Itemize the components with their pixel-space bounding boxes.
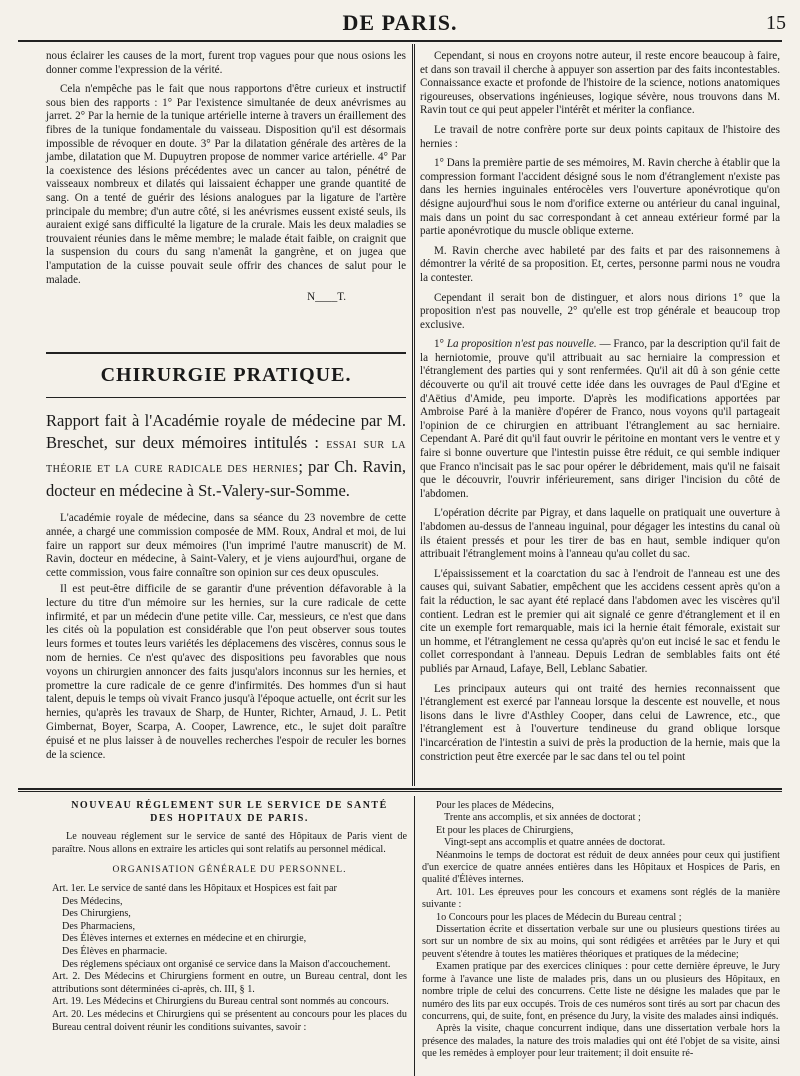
rapport-text: Rapport fait à l'Académie royale de médecine par M. Breschet, sur deux mémoires intitulés : [46, 411, 406, 452]
paragraph: Cependant, si nous en croyons notre auteur, il reste encore beaucoup à faire, et dans son travail il cherche à appuyer son assertion par des faits incontestables. Connaissance exacte et profonde de l'histoire de la science, notions anatomiques rigoureuses, observations ingénieuses, logique sévère, nous trouvons dans M. Ravin tout ce qui peut appeler l'intérêt et mériter la confiance. [420, 50, 780, 117]
paragraph: Néanmoins le temps de doctorat est réduit de deux années pour ceux qui justifient d'un exercice de quatre années entières dans les Hôpitaux et Hospices de Paris, en qualité d'Élèves internes. [422, 849, 780, 886]
paragraph: 1o Concours pour les places de Médecin du Bureau central ; [436, 911, 682, 923]
article: Art. 1er. Le service de santé dans les Hôpitaux et Hospices est fait par [52, 882, 337, 894]
paragraph: Il est peut-être difficile de se garantir d'une prévention défavorable à la lecture du titre d'un mémoire sur les hernies, sur la cure radicale de cette infirmité, et par un médecin d'une petite ville. Car, messieurs, ce n'est que dans les cités où la population est considérable que l'on peut observer sous toutes leurs formes et toutes leurs variétés les déplacemens des viscères, connus sous le nom de hernies. Ce n'est qu'avec des dispositions peu favorables que nous voyons un chirurgien annoncer des faits jusqu'alors inconnus sur les hernies, et promettre la cure radicale de ce genre d'infirmités. Des hommes d'un si haut talent, depuis le temps où vivait Franco jusqu'à l'époque actuelle, ont écrit sur les hernies, qu'après les travaux de Sharp, de Hunter, Richter, Arnaud, J. L. Petit Gimbernat, Boyer, Scarpa, A. Cooper, Lawrence, etc., le sujet doit paraître épuisé et ne plus laisser à de nouvelles recherches l'espoir de reculer les bornes de la science. [46, 582, 406, 761]
paragraph: Cependant il serait bon de distinguer, et alors nous dirions 1° que la proposition n'est pas nouvelle, 2° qu'elle est trop générale et beaucoup trop exclusive. [420, 291, 780, 331]
paragraph: Après la visite, chaque concurrent indique, dans une dissertation verbale hors la présence des malades, la nature des trois maladies qui ont été l'objet de sa visite, ainsi que les remèdes à employer pour leur traitement; il doit ensuite ré- [422, 1023, 780, 1060]
paragraph: Dissertation écrite et dissertation verbale sur une ou plusieurs questions tirées au sort sur un nombre de six au moins, qui sont rédigées et arrêtées par le Jury et qui peuvent s'étendre à toutes les matières théoriques et pratiques de la médecine; [422, 924, 780, 960]
column-divider-double [414, 44, 415, 786]
rapport-essay-title: essai sur la théorie et la cure radicale des hernies [46, 437, 407, 476]
rapport-heading [46, 410, 406, 502]
reglement-intro: Le nouveau réglement sur le service de santé des Hôpitaux de Paris vient de paraître. Nous allons en extraire les articles qui sont relatifs au personnel médical. [52, 831, 407, 855]
section-title: CHIRURGIE PRATIQUE. [100, 364, 352, 386]
page-number: 15 [766, 12, 786, 34]
paragraph: Le travail de notre confrère porte sur deux points capitaux de l'histoire des hernies : [420, 123, 780, 150]
reglement-subtitle: DES HOPITAUX DE PARIS. [150, 812, 309, 824]
chirurgie-section [46, 352, 406, 512]
reglement-section [52, 800, 407, 1034]
left-column-body [46, 512, 406, 762]
reglement-subheading: ORGANISATION GÉNÉRALE DU PERSONNEL. [112, 865, 347, 876]
paragraph: Cela n'empêche pas le fait que nous rapportons d'être curieux et instructif sous bien des rapports : 1° Par l'existence simultanée de deux anévrismes au jarret. 2° Par la hernie de la tunique artérielle interne à travers un éraillement des fibres de la tunique fondamentale du vaisseau. Disposition qu'il est désormais impossible de révoquer en doute. 3° Par la dilatation générale des artères de la jambe, dilatation que M. Dupuytren propose de nommer varice artérielle. 4° Par la coexistence des lésions précédentes avec un cancer au talon, pénétré de vaisseaux nombreux et dilatés qui laissaient échapper une grande quantité de sang. On a tenté de guérir des lésions analogues par la ligature de l'artère principale du membre; d'un autre côté, si les anévrismes eussent existé seuls, ils auraient exigé sans difficulté la ligature de la crurale. Mais les deux maladies se trouvaient réunies dans le même membre; le malade était faible, on craignit que la suspension du cours du sang n'amenât la gangrène, et on jugea que l'amputation de la cuisse pouvait seule offrir des chances de salut pour le malade. [46, 83, 406, 286]
section-rule [46, 352, 406, 354]
paragraph-body: — Franco, par la description qu'il fait de la herniotomie, prouve qu'il attribuait au sac herniaire la compression et l'étranglement des parties qui y sont renfermées. Qu'il ait dû à son génie cette découverte ou qu'il ait trouvé cette idée dans les ouvrages de Paul d'Egine et d'Aëtius d'Amide, peu importe. D'après les modifications apportées par Ambroise Paré à la manière d'opérer de Franco, nous voyons qu'il partageait l'opinion de ce chirurgien en attribuant l'étranglement au sac herniaire. Cependant A. Paré dit qu'il faut ouvrir le péritoine en montant vers le ventre et y faire si bonne ouverture que l'intestin puisse être réduit, ce qui semble indiquer que Franco n'incisait pas le sac pour opérer le débridement, mais qu'il ne faisait que le découvrir, l'ouvrir inférieurement, sans diriger l'incision du côté de l'abdomen. [420, 338, 780, 500]
right-column [420, 50, 780, 785]
personnel-list [52, 896, 407, 972]
paragraph: Et pour les places de Chirurgiens, [436, 824, 574, 836]
article: Art. 101. Les épreuves pour les concours et examens sont réglés de la manière suivante : [422, 886, 780, 911]
reglement-continued [422, 800, 780, 1061]
paragraph: L'académie royale de médecine, dans sa séance du 23 novembre de cette année, a chargé une commission composée de MM. Roux, Andral et moi, de lui faire un rapport sur deux mémoires (l'un imprimé l'autre manuscrit) de M. Ravin, docteur en médecine, à Saint-Valery, et je viens aujourd'hui, organe de cette commission, vous faire connaître son opinion sur ces deux opuscules. [46, 512, 406, 580]
article: Art. 2. Des Médecins et Chirurgiens forment en outre, un Bureau central, dont les attributions sont déterminées ci-après, ch. III, § 1. [52, 971, 407, 995]
paragraph: nous éclairer les causes de la mort, furent trop vagues pour que nous osions les donner comme l'expression de la vérité. [46, 50, 406, 76]
page-header [0, 6, 800, 44]
paragraph: L'épaississement et la coarctation du sac à l'endroit de l'anneau est une des causes qui, suivant Sabatier, empêchent que les accidens cessent après qu'on a fait la réduction, le sac ayant été replacé dans l'abdomen avec les viscères qu'il contient. Ledran est le premier qui ait signalé ce genre d'étranglement et il en cite un exemple fort remarquable, mais ici la hernie était fémorale, existait sur un homme, et l'étranglement ne cessa qu'après qu'on eut incisé le sac et fendu le collet correspondant à l'anneau. Depuis Ledran de semblables faits ont été publiés par Arnaud, Lafaye, Bell, Leblanc Sabatier. [420, 567, 780, 675]
reglement-title: NOUVEAU RÉGLEMENT SUR LE SERVICE DE SANTÉ [71, 800, 388, 811]
paragraph: Examen pratique par des exercices cliniques : pour cette dernière épreuve, le Jury forme à l'avance une liste de malades pris, dans un ou plusieurs des Hôpitaux, en nombre triple de celui des concurrens. Cette liste ne désigne les malades que par le numéro des lits par eux occupés. Trois de ces numéros sont tirés au sort par chacun des concurrens, qui, de suite, font, en présence du Jury, la visite des malades ainsi indiqués. [422, 961, 780, 1022]
paragraph: Vingt-sept ans accomplis et quatre années de doctorat. [444, 837, 666, 849]
list-item: Des Pharmaciens, [62, 920, 135, 932]
paragraph: 1° Dans la première partie de ses mémoires, M. Ravin cherche à établir que la compression formant l'accident désigné sous le nom d'étranglement n'existe pas dans les hernies inguinales entérocèles vers l'ouverture aponévrotique qu'on désigne aujourd'hui sous le nom d'orifice externe ou antérieur du canal inguinal, mais dans un point du sac correspondant à cet anneau extérieur formé par la partie aponévrotique du muscle oblique externe. [420, 157, 780, 238]
list-item: Des Médecins, [62, 895, 123, 907]
paragraph: Les principaux auteurs qui ont traité des hernies reconnaissent que l'étranglement est exercé par l'anneau lorsque la descente est nouvelle, et nous lisons dans le livre d'Asthley Cooper, dans celui de Lawrence, etc., que l'étranglement est à l'ouverture tendineuse du grand oblique lorsque l'incarcération de l'intestin a suivi de près la production de la hernie, mais que la constriction peut être exercée par le sac dans tel ou tel point [420, 682, 780, 763]
italic-heading: La proposition n'est pas nouvelle. [446, 338, 597, 351]
section-rule [46, 397, 406, 398]
paragraph: Trente ans accomplis, et six années de doctorat ; [444, 812, 641, 824]
list-item: Des Chirurgiens, [62, 908, 131, 920]
column-divider [414, 796, 415, 1076]
article: Art. 20. Les médecins et Chirurgiens qui se présentent au concours pour les places du Bureau central doivent réunir les conditions suivantes, savoir : [52, 1008, 407, 1033]
section-rule [18, 788, 782, 790]
article: Art. 19. Les Médecins et Chirurgiens du Bureau central sont nommés au concours. [52, 996, 389, 1008]
list-item: Des Élèves en pharmacie. [62, 945, 168, 957]
paragraph: M. Ravin cherche avec habileté par des faits et par des raisonnemens à démontrer la vérité de sa proposition. Et, certes, personne parmi nous ne voudra la contester. [420, 244, 780, 284]
list-item: Des réglemens spéciaux ont organisé ce service dans la Maison d'accouchement. [62, 958, 391, 970]
left-column-top [46, 50, 406, 365]
section-rule [18, 791, 782, 792]
rapport-author: ; par Ch. Ravin, docteur en médecine à St.-Valery-sur-Somme. [46, 457, 406, 500]
paragraph [420, 338, 780, 501]
page-title: DE PARIS. [342, 10, 458, 35]
paragraph: Pour les places de Médecins, [436, 800, 554, 811]
signature: N____T. [307, 291, 346, 304]
numbering: 1° [434, 338, 447, 351]
list-item: Des Élèves internes et externes en médecine et en chirurgie, [62, 933, 307, 945]
paragraph: L'opération décrite par Pigray, et dans laquelle on pratiquait une ouverture à l'abdomen au-dessus de l'anneau inguinal, pour dégager les intestins du canal où ils étaient pressés et pour les tirer de bas en haut, semble indiquer qu'on attribuait l'étranglement moins à l'anneau qu'au collet du sac. [420, 507, 780, 561]
column-divider [412, 44, 413, 786]
header-rule [18, 40, 782, 42]
